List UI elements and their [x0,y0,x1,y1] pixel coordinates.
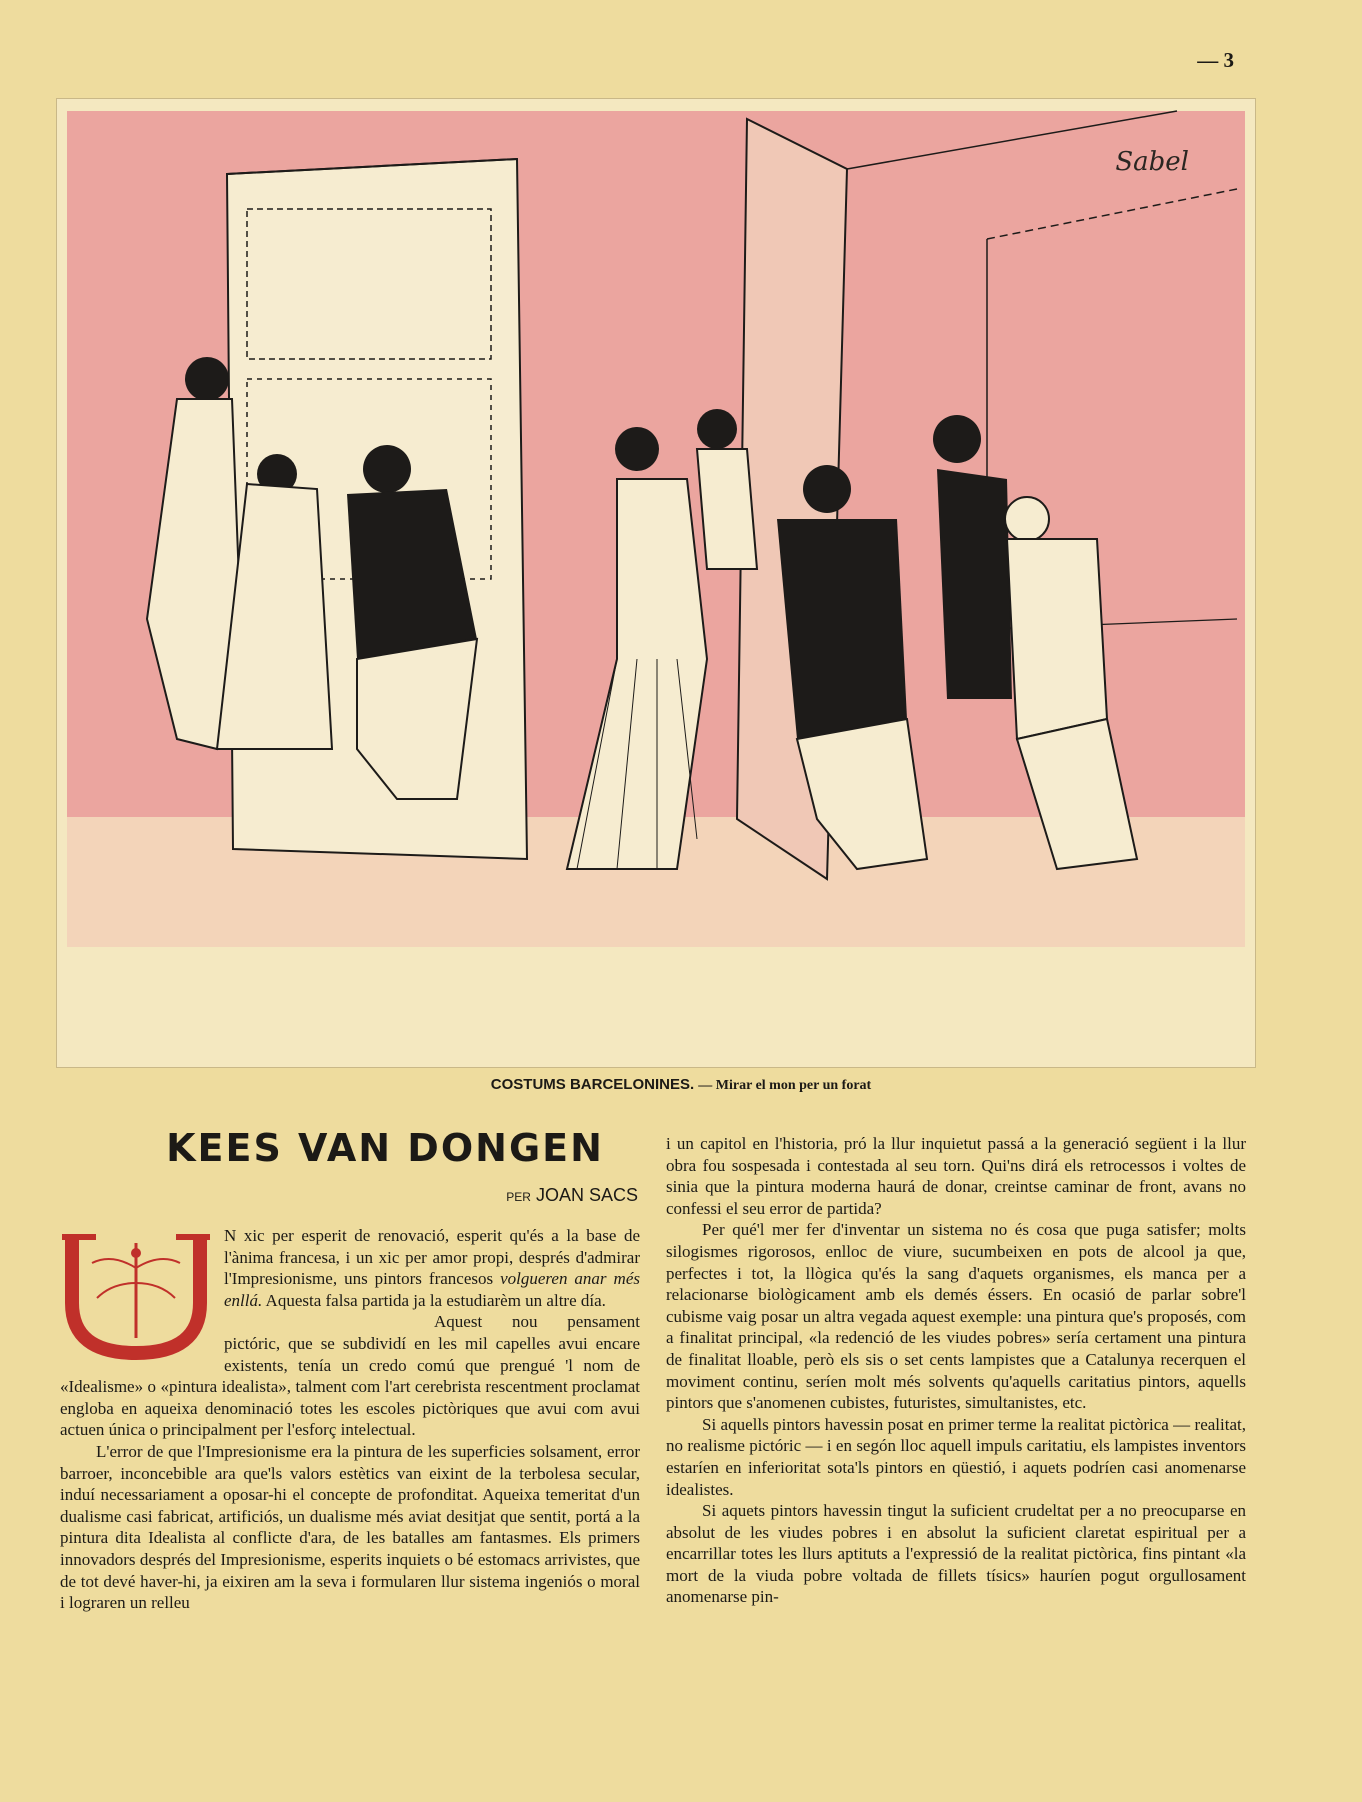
page-number: — 3 [1197,48,1234,72]
paragraph-4: i un capitol en l'historia, pró la llur inquietut passá a la generació següent i la llur obra fou sospesada i contestada al seu torn. Qui'ns dirá els retrocessos i voltes de sinia que la pintura moderna haurá de donar, creintse caminar de front, avans no confessi el seu error de partida? [666,1134,1246,1218]
illustration-caption [0,1076,1362,1094]
paragraph-3: L'error de que l'Impresionisme era la pintura de les superficies solsament, error barroer, inconcebible ara que'ls valors estètics van eixint de la terbolesa secular, induí necessariament a oposar-hi el concepte de profonditat. Aqueixa temeritat d'un dualisme casi fabricat, artificiós, un dualisme més aviat desitjat que sentit, portá a la pintura dita Idealista al conflicte d'ara, de les batalles am fantasmes. Els primers innovadors després del Impresionisme, esperits inquiets o bé estomacs arrivistes, que de tot devé haver-hi, ja eixiren am la seva i formularen llur sistema ingeniós o moral i lograren un relleu [60,1441,640,1613]
illustration-drawing [57,99,1255,1067]
caption-title: COSTUMS BARCELONINES. [490,1076,695,1093]
paragraph-1-text-b: Aquesta falsa partida ja la estudiarèm un altre día. [262,1290,606,1310]
paragraph-7: Si aquets pintors havessin tingut la suficient crudeltat per a no preocuparse en absolut de les viudes pobres i en absolut la suficient claretat espiritual per a encarrillar totes les llurs aptituts a l'expressió de la realitat pictòrica, fins pintant «la mort de la viuda pobre voltada de fillets tísics» hauríen pogut orgullosament anomenarse pin- [666,1501,1246,1607]
byline [420,1185,638,1206]
byline-author: JOAN SACS [535,1185,638,1205]
illustration [56,98,1256,1068]
paragraph-1-text-a: N xic per esperit de renovació, esperit qu'és a la base de l'ànima francesa, i un xic per amor propi, després d'admirar l'Impresionisme, uns pintors francesos [224,1226,640,1289]
article-column-left [60,1225,640,1614]
byline-prefix: PER [506,1190,531,1204]
paragraph-2: Aquest nou pensament pictóric, que se subdividí en les mil capelles avui encare existents, tenía un credo comú que prengué 'l nom de «Idealisme» o «pintura idealista», talment com l'art cerebrista rescentment proclamat engloba en aqueixa denominació totes les escoles pictòriques que avui com avui actuen única o principalment per l'esforç intelectual. [60,1312,640,1440]
article-column-right [666,1133,1246,1608]
caption-subtitle: — Mirar el mon per un forat [698,1078,872,1093]
paragraph-6: Si aquells pintors havessin posat en primer terme la realitat pictòrica — realitat, no realisme pictóric — i en segón lloc aquell impuls caritatiu, els lampistes inventors estaríen en inferioritat sota'ls pintors en qüestió, i aquets podríen casi anomenarse idealistes. [666,1414,1246,1499]
drop-cap-letter [52,1223,220,1361]
paragraph-5: Per qué'l mer fer d'inventar un sistema no és cosa que puga satisfer; molts silogismes rigorosos, enlloc de viure, sucumbeixen en pots de alcool ja que, perfectes i tot, la llògica qu'és la sang d'aquets organismes, els manca per a relacionarse biològicament amb els demés éssers. En ocasió de parlar sobre'l cubisme vaig posar un altra vegada aquest exemple: una pintura que's proposés, com a finalitat principal, «la redenció de les viudes pobres» sería certament una pintura de finalitat lloable, però els sis o set cents lampistes que a Catalunya recerquen el moviment continu, seríen molt més solvents qu'aquells caritatius pintors, aquells pintors que s'anomenen cubistes, futuristes, simultanistes, etc. [666,1220,1246,1413]
artist-signature: Sabel [1115,147,1189,177]
paragraph-1-italic: volgueren anar més enllá. [224,1269,640,1310]
article-title: KEES VAN DONGEN [166,1126,604,1170]
drop-cap-initial [52,1223,220,1361]
